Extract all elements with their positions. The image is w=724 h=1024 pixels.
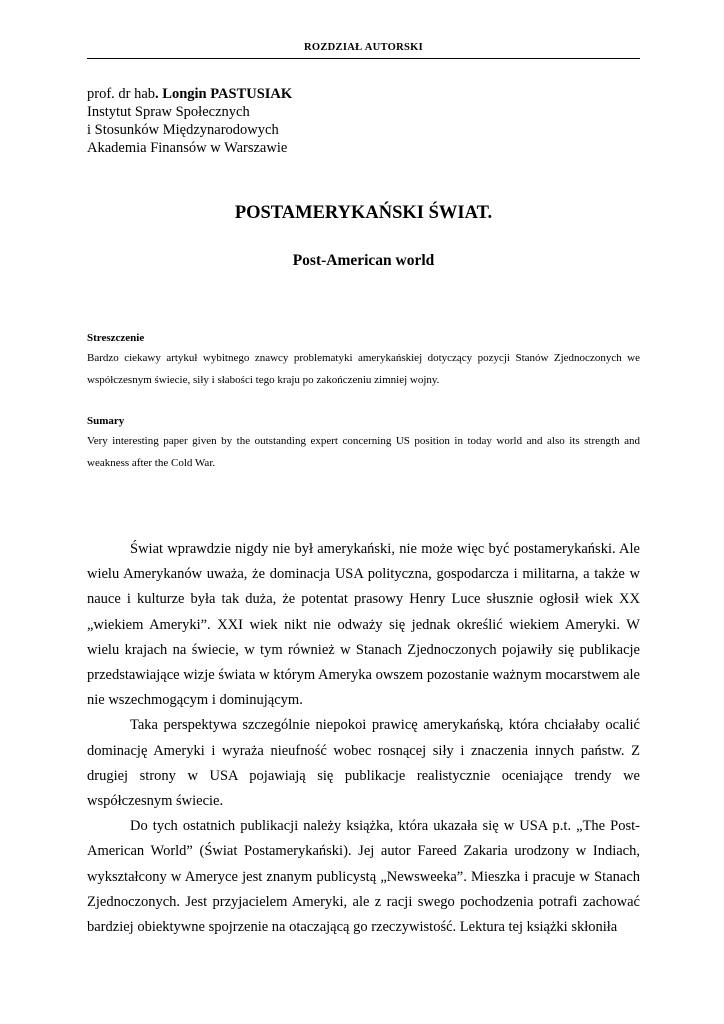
author-name: . Longin PASTUSIAK: [155, 86, 293, 102]
running-header: ROZDZIAŁ AUTORSKI: [304, 42, 423, 53]
body-paragraph-2: Taka perspektywa szczególnie niepokoi prawicę amerykańską, która chciałaby ocalić dominację Ameryki i wyraża nieufność wobec rosnącej siły i znaczenia innych państw. Z drugiej strony w USA pojawiają się publikacje realistycznie oceniające trendy we współczesnym świecie.: [87, 717, 640, 810]
author-line: [87, 85, 292, 103]
article-title: POSTAMERYKAŃSKI ŚWIAT.: [234, 203, 493, 223]
affiliation-line-3: Akademia Finansów w Warszawie: [87, 140, 288, 156]
abstract-pl-text: Bardzo ciekawy artykuł wybitnego znawcy problematyki amerykańskiej dotyczący pozycji Stanów Zjednoczonych we współczesnym świecie, siły i słabości tego kraju po zakończeniu zimniej wojny.: [87, 352, 640, 386]
author-block: [87, 85, 292, 157]
author-title: prof. dr hab: [87, 86, 156, 102]
body-text: [87, 537, 640, 940]
abstract-en-text: Very interesting paper given by the outstanding expert concerning US position in today world and also its strength and weakness after the Cold War.: [87, 435, 640, 469]
header-divider: [87, 58, 640, 59]
affiliation-line-1: Instytut Spraw Społecznych: [87, 104, 250, 120]
body-paragraph-1: Świat wprawdzie nigdy nie był amerykański, nie może więc być postamerykański. Ale wielu Amerykanów uważa, że dominacja USA polityczna, gospodarcza i militarna, a także w nauce i kulturze była tak duża, że potentat prasowy Henry Luce słusznie ogłosił wiek XX „wiekiem Ameryki”. XXI wiek nikt nie odważy się jednak określić wiekiem Ameryki. W wielu krajach na świecie, w tym również w Stanach Zjednoczonych pojawiły się publikacje przedstawiające wizje świata w którym Ameryka owszem pozostanie ważnym mocarstwem ale nie wszechmogącym i dominującym.: [87, 541, 640, 709]
abstract-en-heading: Sumary: [87, 415, 125, 427]
affiliation-line-2: i Stosunków Międzynarodowych: [87, 122, 279, 138]
abstract-pl-heading: Streszczenie: [87, 332, 145, 344]
body-paragraph-3: Do tych ostatnich publikacji należy książka, która ukazała się w USA p.t. „The Post-American World” (Świat Postamerykański). Jej autor Fareed Zakaria urodzony w Indiach, wykształcony w Ameryce jest znanym publicystą „Newsweeka”. Mieszka i pracuje w Stanach Zjednoczonych. Jest przyjacielem Ameryki, ale z racji swego pochodzenia potrafi zachować bardziej obiektywne spojrzenie na otaczającą go rzeczywistość. Lektura tej książki skłoniła: [87, 818, 640, 936]
article-subtitle: Post-American world: [292, 252, 435, 269]
